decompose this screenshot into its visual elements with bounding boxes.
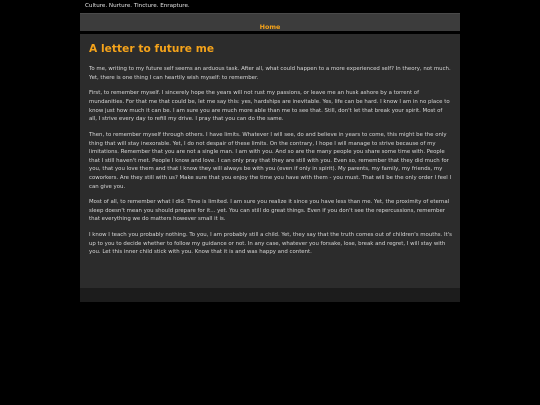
article-paragraph: Then, to remember myself through others. I have limits. Whatever I will see, do and believe in years to come, this might be the only thing that will stay inexorable. Yet, I do not despair of these limits. On the contrary, I hope I will manage to strive because of my limitations. Remember that you are not a single man. I am with you. And so are the many people you share some time with. People that I still haven't met. People I know and love. I can only pray that they are still with you. Even so, remember that they did much for you, that you love them and that I know they will always be with you (even if only in spirit). My parents, my family, my friends, my coworkers. Are they still with us? Make sure that you enjoy the time you have with them - you must. That will be the only order I feel I can give you. (89, 131, 452, 190)
page-footer (80, 288, 460, 302)
article-content (80, 34, 460, 288)
article-paragraph: I know I teach you probably nothing. To you, I am probably still a child. Yet, they say that the truth comes out of children's mouths. It's up to you to decide whether to follow my guidance or not. In any case, whatever you forsake, lose, break and regret, I will stay with you. Let this inner child stick with you. Know that it is and was happy and content. (89, 232, 452, 256)
nav-link-home[interactable]: Home (259, 23, 281, 31)
page-title: A letter to future me (89, 43, 215, 55)
main-nav (80, 13, 460, 31)
article-paragraph: To me, writing to my future self seems an arduous task. After all, what could happen to a more experienced self? In theory, not much. Yet, there is one thing I can heartily wish myself: to remember. (89, 66, 451, 81)
article-paragraph: Most of all, to remember what I did. Time is limited. I am sure you realize it since you have less than me. Yet, the proximity of eternal sleep doesn't mean you should prepare for it... yet. You can still do great things. Even if you don't see the repercussions, remember that everything we do matters however small it is. (89, 199, 450, 223)
site-tagline: Culture. Nurture. Tincture. Enrapture. (85, 3, 190, 9)
article-paragraph: First, to remember myself. I sincerely hope the years will not rust my passions, or leave me an husk ashore by a torrent of mundanities. For that me that could be, let me say this: yes, hardships are inevitable. Yes, life can be hard. I know I am in no place to know just how much it can be. I am sure you are much more able than me to see that. Still, don't let that break your spirit. Most of all, I strive every day to refill my drive. I pray that you can do the same. (89, 90, 450, 123)
